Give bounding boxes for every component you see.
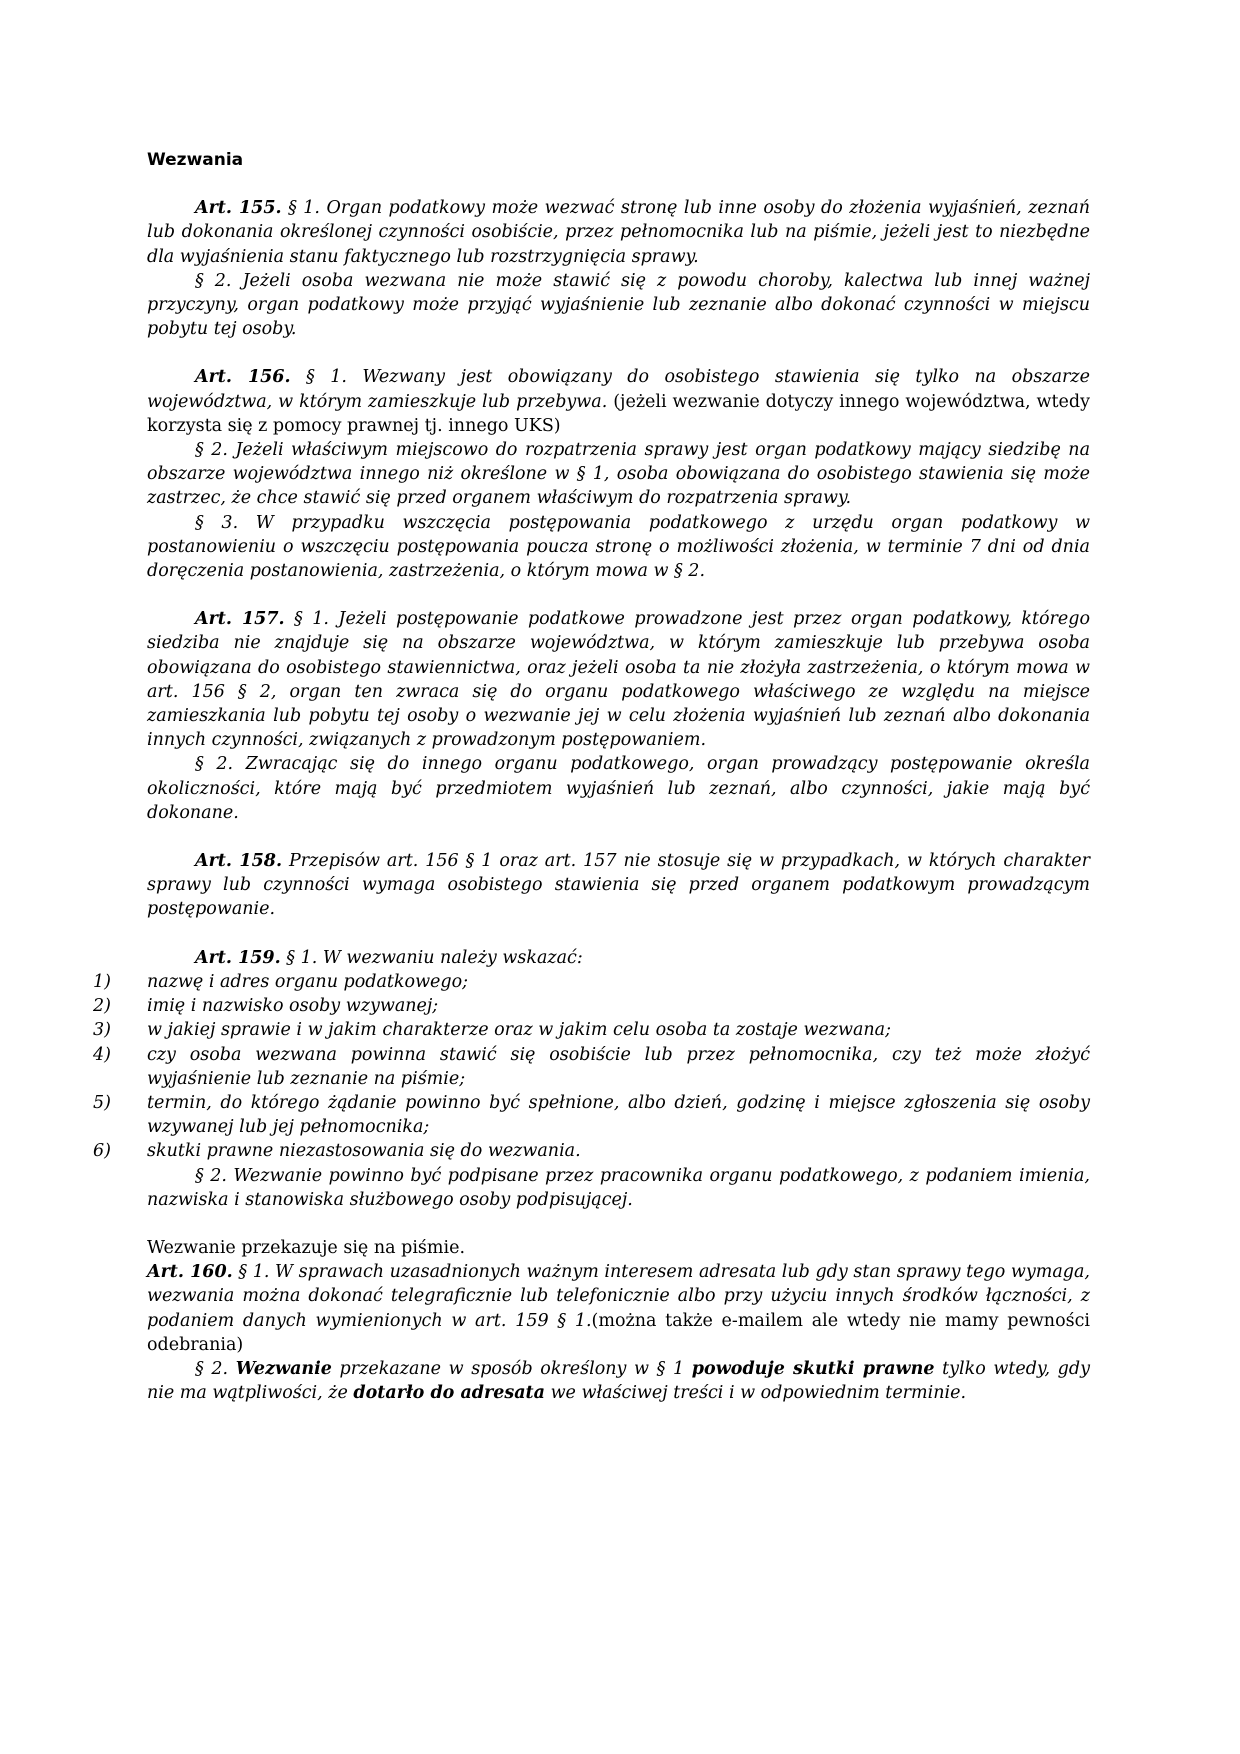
art159-p2: § 2. Wezwanie powinno być podpisane przez pracownika organu podatkowego, z podaniem imienia, nazwiska i stanowiska służbowego osoby podpisującej.	[147, 1165, 1090, 1210]
art156-p2: § 2. Jeżeli właściwym miejscowo do rozpatrzenia sprawy jest organ podatkowy mający siedzibę na obszarze województwa innego niż określone w § 1, osoba obowiązana do osobistego stawienia się może zastrzec, że chce stawić się przed organem właściwym do rozpatrzenia sprawy.	[147, 440, 1090, 509]
art155-label: Art. 155.	[195, 198, 282, 219]
art159-p1: Art. 159. § 1. W wezwaniu należy wskazać:	[195, 947, 583, 968]
article-159	[93, 946, 1090, 1212]
article-158	[147, 849, 1090, 922]
list-item: 4) czy osoba wezwana powinna stawić się osobiście lub przez pełnomocnika, czy też może złożyć wyjaśnienie lub zeznanie na piśmie;	[93, 1044, 1090, 1089]
art160-intro: Wezwanie przekazuje się na piśmie.	[147, 1237, 466, 1258]
page-title: Wezwania	[147, 150, 244, 170]
art155-p2: § 2. Jeżeli osoba wezwana nie może stawić się z powodu choroby, kalectwa lub innej ważnej przyczyny, organ podatkowy może przyjąć wyjaśnienie lub zeznanie albo dokonać czynności w miejscu pobytu tej osoby.	[147, 270, 1090, 340]
list-item: 5) termin, do którego żądanie powinno być spełnione, albo dzień, godzinę i miejsce zgłoszenia się osoby wzywanej lub jej pełnomocnika;	[93, 1092, 1090, 1138]
art160-label: Art. 160.	[147, 1262, 233, 1283]
list-item: 3) w jakiej sprawie i w jakim charakterze oraz w jakim celu osoba ta zostaje wezwana;	[93, 1020, 892, 1041]
art159-label: Art. 159.	[195, 947, 281, 968]
art160-note: (można także e-mailem ale wtedy nie mamy pewności odebrania)	[147, 1310, 1090, 1355]
article-156	[147, 365, 1090, 583]
article-155	[147, 196, 1090, 341]
art157-p1: Art. 157. § 1. Jeżeli postępowanie podatkowe prowadzone jest przez organ podatkowy, którego siedziba nie znajduje się na obszarze województwa, w którym zamieszkuje lub przebywa osoba obowiązana do osobistego stawiennictwa, oraz jeżeli osoba ta nie złożyła zastrzeżenia, o którym mowa w art. 156 § 2, organ ten zwraca się do organu podatkowego właściwego ze względu na miejsce zamieszkania lub pobytu tej osoby o wezwanie jej w celu złożenia wyjaśnień lub zeznań albo dokonania innych czynności, związanych z prowadzonym postępowaniem.	[147, 609, 1090, 751]
article-160	[147, 1236, 1090, 1405]
art156-p1: Art. 156. § 1. Wezwany jest obowiązany do osobistego stawienia się tylko na obszarze województwa, w którym zamieszkuje lub przebywa. (jeżeli wezwanie dotyczy innego województwa, wtedy korzysta się z pomocy prawnej tj. innego UKS)	[147, 367, 1090, 436]
art158-p1: Art. 158. Przepisów art. 156 § 1 oraz art. 157 nie stosuje się w przypadkach, w których charakter sprawy lub czynności wymaga osobistego stawienia się przed organem podatkowym prowadzącym postępowanie.	[147, 851, 1090, 920]
art155-p1: Art. 155. § 1. Organ podatkowy może wezwać stronę lub inne osoby do złożenia wyjaśnień, zeznań lub dokonania określonej czynności osobiście, przez pełnomocnika lub na piśmie, jeżeli jest to niezbędne dla wyjaśnienia stanu faktycznego lub rozstrzygnięcia sprawy.	[147, 198, 1090, 267]
art160-p1: Art. 160. § 1. W sprawach uzasadnionych ważnym interesem adresata lub gdy stan sprawy tego wymaga, wezwania można dokonać telegraficznie lub telefonicznie albo przy użyciu innych środków łączności, z podaniem danych wymienionych w art. 159 § 1.(można także e-mailem ale wtedy nie mamy pewności odebrania)	[147, 1262, 1090, 1355]
article-157	[147, 607, 1090, 825]
art160-p2: § 2. Wezwanie przekazane w sposób określony w § 1 powoduje skutki prawne tylko wtedy, gdy nie ma wątpliwości, że dotarło do adresata we właściwej treści i w odpowiednim terminie.	[147, 1358, 1090, 1404]
art158-label: Art. 158.	[195, 851, 283, 872]
document-page	[93, 148, 1090, 1405]
art157-label: Art. 157.	[195, 609, 285, 630]
list-item: 2) imię i nazwisko osoby wzywanej;	[93, 996, 439, 1017]
art156-p3: § 3. W przypadku wszczęcia postępowania podatkowego z urzędu organ podatkowy w postanowieniu o wszczęciu postępowania poucza stronę o możliwości złożenia, w terminie 7 dni od dnia doręczenia postanowienia, zastrzeżenia, o którym mowa w § 2.	[147, 512, 1090, 582]
art157-p2: § 2. Zwracając się do innego organu podatkowego, organ prowadzący postępowanie określa okoliczności, które mają być przedmiotem wyjaśnień lub zeznań, albo czynności, jakie mają być dokonane.	[147, 754, 1090, 823]
art156-label: Art. 156.	[195, 367, 291, 388]
list-item: 6) skutki prawne niezastosowania się do wezwania.	[93, 1141, 581, 1162]
art156-note: (jeżeli wezwanie dotyczy innego województwa, wtedy korzysta się z pomocy prawnej tj. innego UKS)	[147, 391, 1090, 436]
art159-list	[93, 970, 1090, 1164]
list-item: 1) nazwę i adres organu podatkowego;	[93, 971, 469, 992]
